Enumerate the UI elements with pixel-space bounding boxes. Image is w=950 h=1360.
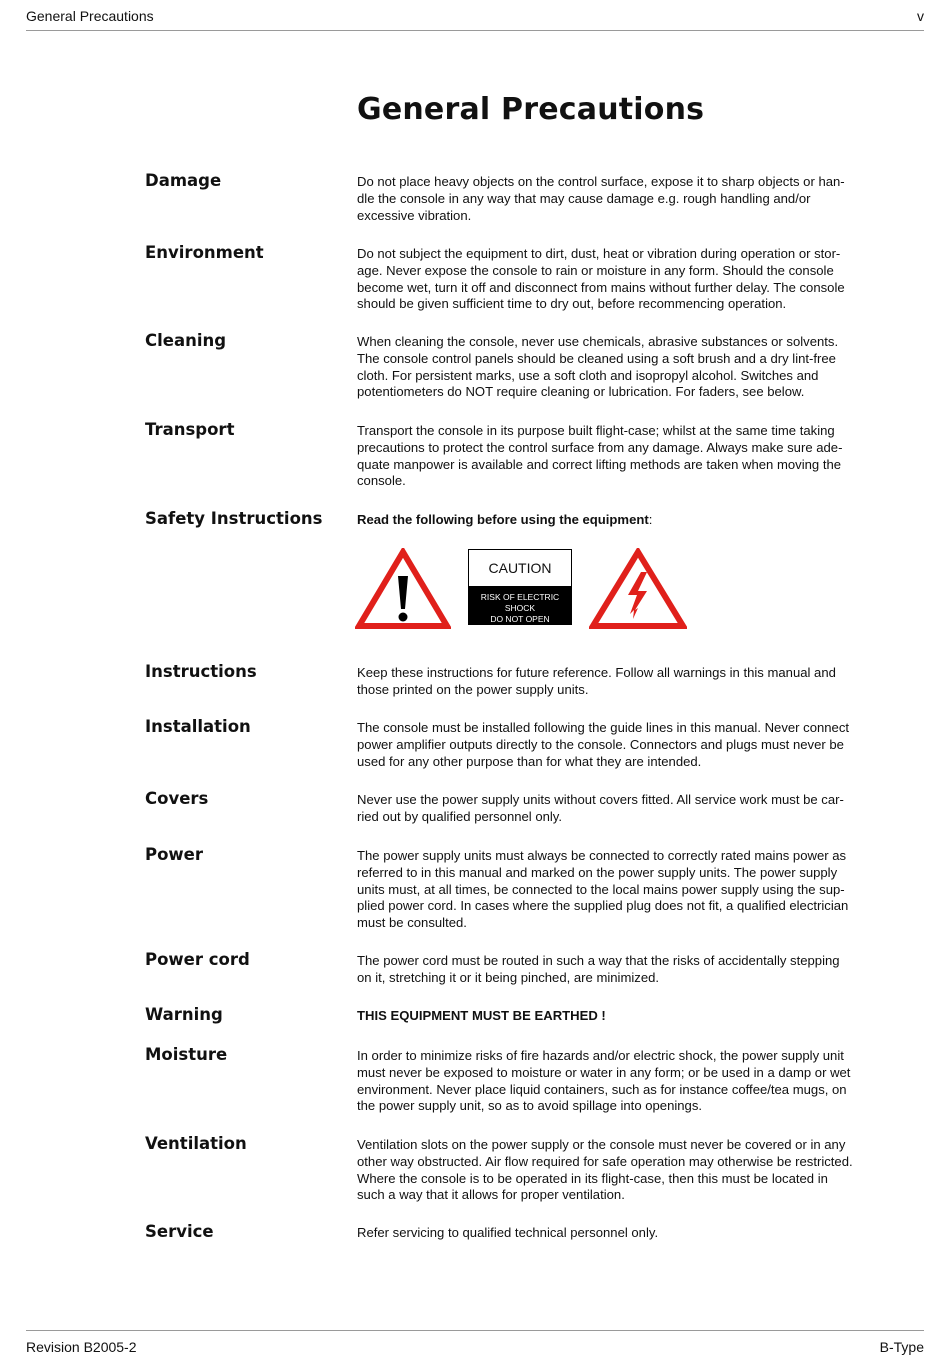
text-safety-instructions xyxy=(357,512,855,529)
caution-title: CAUTION xyxy=(469,550,571,587)
text-warning: THIS EQUIPMENT MUST BE EARTHED ! xyxy=(357,1008,606,1023)
label-warning: Warning xyxy=(145,1005,223,1024)
text-moisture: In order to minimize risks of fire hazards and/or electric shock, the power supply unit must never be exposed to moisture or water in any form; or be used in a damp or wet environment. Never place liquid containers, such as for instance coffee/tea mugs, on the power supply unit, so as to avoid spillage into openings. xyxy=(357,1048,851,1114)
label-transport: Transport xyxy=(145,420,235,439)
text-ventilation: Ventilation slots on the power supply or the console must never be covered or in any other way obstructed. Air flow required for safe operation may otherwise be restricted. Where the console is to be operated in its flight-case, then this must be located in such a way that it allows for proper ventilation. xyxy=(357,1137,853,1203)
text-cleaning: When cleaning the console, never use chemicals, abrasive substances or solvents. The console control panels should be cleaned using a soft brush and a dry lint-free cloth. For persistent marks, use a soft cloth and isopropyl alcohol. Switches and potentiometers do NOT require cleaning or lubrication. For faders, see below. xyxy=(357,334,839,400)
label-cleaning: Cleaning xyxy=(145,331,227,350)
safety-lead-text: Read the following before using the equipment xyxy=(357,512,649,527)
header-section-title: General Precautions xyxy=(26,8,154,24)
footer-revision: Revision B2005-2 xyxy=(26,1339,137,1355)
label-damage: Damage xyxy=(145,171,222,190)
label-safety-instructions: Safety Instructions xyxy=(145,509,323,528)
caution-subtext xyxy=(469,586,571,624)
label-installation: Installation xyxy=(145,717,251,736)
text-damage: Do not place heavy objects on the control surface, expose it to sharp objects or han- dle the console in any way that may cause damage e.g. rough handling and/or excessive vibration. xyxy=(357,174,845,223)
label-covers: Covers xyxy=(145,789,209,808)
text-environment: Do not subject the equipment to dirt, dust, heat or vibration during operation or stor- age. Never expose the console to rain or moisture in any form. Should the console become wet, turn it off and disconnect from mains without further delay. The console should be given sufficient time to dry out, before recommencing operation. xyxy=(357,246,845,312)
footer-product: B-Type xyxy=(879,1339,924,1355)
caution-line-1: RISK OF ELECTRIC SHOCK xyxy=(480,592,560,613)
exclamation-warning-icon xyxy=(355,548,451,630)
label-power: Power xyxy=(145,845,203,864)
text-power: The power supply units must always be connected to correctly rated mains power as referred to in this manual and marked on the power supply units. The power supply units must, at all times, be connected to the local mains power supply using the sup- plied power cord. In cases where the supplied plug does not fit, a qualified electrician must be consulted. xyxy=(357,848,849,931)
label-ventilation: Ventilation xyxy=(145,1134,247,1153)
text-installation: The console must be installed following the guide lines in this manual. Never connect power amplifier outputs directly to the console. Connectors and plugs must never be used for any other purpose than for what they are intended. xyxy=(357,720,850,769)
electric-shock-warning-icon xyxy=(589,548,687,630)
text-power-cord: The power cord must be routed in such a way that the risks of accidentally stepping on it, stretching it or it being pinched, are minimized. xyxy=(357,953,840,985)
label-moisture: Moisture xyxy=(145,1045,228,1064)
text-covers: Never use the power supply units without covers fitted. All service work must be car- ried out by qualified personnel only. xyxy=(357,792,844,824)
page-footer xyxy=(26,1330,924,1355)
label-environment: Environment xyxy=(145,243,264,262)
label-instructions: Instructions xyxy=(145,662,257,681)
label-power-cord: Power cord xyxy=(145,950,250,969)
caution-line-2: DO NOT OPEN xyxy=(490,614,550,624)
text-instructions: Keep these instructions for future reference. Follow all warnings in this manual and those printed on the power supply units. xyxy=(357,665,836,697)
text-service: Refer servicing to qualified technical personnel only. xyxy=(357,1225,659,1240)
page-title: General Precautions xyxy=(357,92,705,127)
header-page-number: v xyxy=(917,8,924,24)
text-transport: Transport the console in its purpose built flight-case; whilst at the same time taking precautions to protect the control surface from any damage. Always make sure ade- quate manpower is available and correct lifting methods are taken when moving the console. xyxy=(357,423,843,489)
label-service: Service xyxy=(145,1222,214,1241)
safety-lead-colon: : xyxy=(648,512,653,527)
caution-label xyxy=(468,549,572,625)
page-header xyxy=(26,8,924,31)
